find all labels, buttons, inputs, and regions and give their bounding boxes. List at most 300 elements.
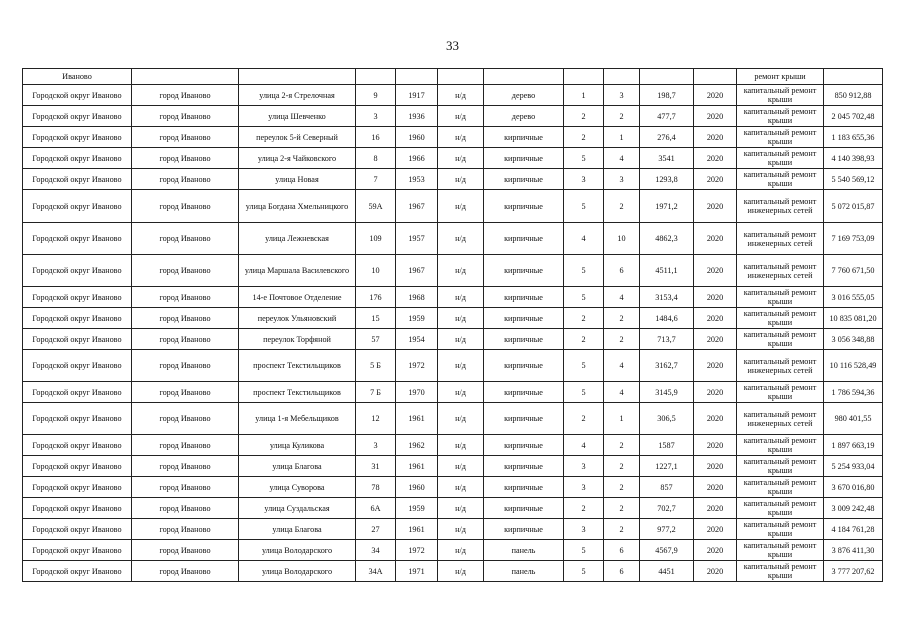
wall-material-cell: кирпичные (484, 435, 564, 456)
settlement-cell: город Иваново (132, 127, 239, 148)
plan-year-cell: 2020 (694, 85, 737, 106)
settlement-cell: город Иваново (132, 477, 239, 498)
street-cell: переулок Торфяной (239, 329, 356, 350)
table-row (23, 190, 883, 223)
settlement-cell: город Иваново (132, 498, 239, 519)
cost-cell: 5 540 569,12 (824, 169, 883, 190)
area-cell: 1484,6 (640, 308, 694, 329)
year-built-cell: 1966 (396, 148, 438, 169)
renovation-year-cell: н/д (438, 477, 484, 498)
table-row (23, 540, 883, 561)
entrances-cell: 2 (604, 190, 640, 223)
cost-cell (824, 69, 883, 85)
cost-cell: 2 045 702,48 (824, 106, 883, 127)
plan-year-cell: 2020 (694, 403, 737, 435)
street-cell: улица Благова (239, 456, 356, 477)
street-cell: улица Новая (239, 169, 356, 190)
area-cell: 306,5 (640, 403, 694, 435)
renovation-year-cell: н/д (438, 85, 484, 106)
work-type-cell: капитальный ремонт крыши (737, 106, 824, 127)
cost-cell: 3 670 016,80 (824, 477, 883, 498)
work-type-cell: капитальный ремонт инженерных сетей (737, 403, 824, 435)
wall-material-cell: кирпичные (484, 169, 564, 190)
renovation-year-cell: н/д (438, 329, 484, 350)
settlement-cell: город Иваново (132, 223, 239, 255)
wall-material-cell: кирпичные (484, 350, 564, 382)
wall-material-cell: кирпичные (484, 287, 564, 308)
street-cell: улица Шевченко (239, 106, 356, 127)
floors-cell: 5 (564, 561, 604, 582)
plan-year-cell: 2020 (694, 456, 737, 477)
table-row (23, 519, 883, 540)
house-number-cell: 176 (356, 287, 396, 308)
municipality-cell: Городской округ Иваново (23, 477, 132, 498)
table-row (23, 127, 883, 148)
entrances-cell: 6 (604, 255, 640, 287)
year-built-cell: 1970 (396, 382, 438, 403)
street-cell: улица Куликова (239, 435, 356, 456)
work-type-cell: капитальный ремонт инженерных сетей (737, 350, 824, 382)
work-type-cell: капитальный ремонт инженерных сетей (737, 223, 824, 255)
entrances-cell: 3 (604, 85, 640, 106)
area-cell: 1227,1 (640, 456, 694, 477)
floors-cell: 5 (564, 540, 604, 561)
entrances-cell: 2 (604, 106, 640, 127)
settlement-cell: город Иваново (132, 456, 239, 477)
area-cell: 857 (640, 477, 694, 498)
table-row (23, 148, 883, 169)
municipality-cell: Городской округ Иваново (23, 540, 132, 561)
area-cell: 4862,3 (640, 223, 694, 255)
year-built-cell: 1917 (396, 85, 438, 106)
municipality-cell: Городской округ Иваново (23, 223, 132, 255)
wall-material-cell: дерево (484, 85, 564, 106)
settlement-cell: город Иваново (132, 435, 239, 456)
renovation-year-cell: н/д (438, 255, 484, 287)
floors-cell: 2 (564, 127, 604, 148)
municipality-cell: Городской округ Иваново (23, 519, 132, 540)
street-cell: улица Благова (239, 519, 356, 540)
settlement-cell: город Иваново (132, 287, 239, 308)
table-row (23, 69, 883, 85)
settlement-cell: город Иваново (132, 255, 239, 287)
house-number-cell: 109 (356, 223, 396, 255)
table-row (23, 382, 883, 403)
table-row (23, 106, 883, 127)
renovation-year-cell: н/д (438, 382, 484, 403)
floors-cell (564, 69, 604, 85)
municipality-cell: Городской округ Иваново (23, 308, 132, 329)
street-cell: переулок Ульяновский (239, 308, 356, 329)
cost-cell: 980 401,55 (824, 403, 883, 435)
wall-material-cell: кирпичные (484, 127, 564, 148)
renovation-year-cell (438, 69, 484, 85)
renovation-year-cell: н/д (438, 106, 484, 127)
floors-cell: 5 (564, 350, 604, 382)
area-cell: 276,4 (640, 127, 694, 148)
street-cell: улица Лежневская (239, 223, 356, 255)
renovation-year-cell: н/д (438, 456, 484, 477)
work-type-cell: капитальный ремонт крыши (737, 287, 824, 308)
floors-cell: 2 (564, 403, 604, 435)
street-cell: улица Богдана Хмельницкого (239, 190, 356, 223)
table-row (23, 223, 883, 255)
work-type-cell: капитальный ремонт крыши (737, 435, 824, 456)
area-cell: 1971,2 (640, 190, 694, 223)
work-type-cell: капитальный ремонт инженерных сетей (737, 255, 824, 287)
street-cell: проспект Текстильщиков (239, 350, 356, 382)
work-type-cell: капитальный ремонт инженерных сетей (737, 190, 824, 223)
wall-material-cell: панель (484, 561, 564, 582)
work-type-cell: капитальный ремонт крыши (737, 329, 824, 350)
house-number-cell: 34 (356, 540, 396, 561)
plan-year-cell: 2020 (694, 477, 737, 498)
work-type-cell: капитальный ремонт крыши (737, 456, 824, 477)
settlement-cell: город Иваново (132, 350, 239, 382)
renovation-year-cell: н/д (438, 169, 484, 190)
plan-year-cell: 2020 (694, 287, 737, 308)
floors-cell: 1 (564, 85, 604, 106)
house-number-cell: 5 Б (356, 350, 396, 382)
work-type-cell: капитальный ремонт крыши (737, 85, 824, 106)
settlement-cell: город Иваново (132, 148, 239, 169)
house-number-cell: 3 (356, 435, 396, 456)
cost-cell: 1 183 655,36 (824, 127, 883, 148)
area-cell: 713,7 (640, 329, 694, 350)
area-cell: 3145,9 (640, 382, 694, 403)
year-built-cell: 1972 (396, 540, 438, 561)
settlement-cell: город Иваново (132, 540, 239, 561)
cost-cell: 1 786 594,36 (824, 382, 883, 403)
municipality-cell: Городской округ Иваново (23, 106, 132, 127)
wall-material-cell: кирпичные (484, 477, 564, 498)
floors-cell: 2 (564, 308, 604, 329)
year-built-cell: 1971 (396, 561, 438, 582)
entrances-cell: 10 (604, 223, 640, 255)
year-built-cell: 1959 (396, 308, 438, 329)
house-number-cell: 15 (356, 308, 396, 329)
house-number-cell: 9 (356, 85, 396, 106)
entrances-cell: 6 (604, 540, 640, 561)
work-type-cell: капитальный ремонт крыши (737, 148, 824, 169)
renovation-year-cell: н/д (438, 561, 484, 582)
floors-cell: 3 (564, 519, 604, 540)
cost-cell: 5 072 015,87 (824, 190, 883, 223)
plan-year-cell: 2020 (694, 106, 737, 127)
municipality-cell: Городской округ Иваново (23, 561, 132, 582)
municipality-cell: Городской округ Иваново (23, 127, 132, 148)
area-cell: 977,2 (640, 519, 694, 540)
settlement-cell: город Иваново (132, 329, 239, 350)
plan-year-cell (694, 69, 737, 85)
cost-cell: 3 016 555,05 (824, 287, 883, 308)
entrances-cell: 3 (604, 169, 640, 190)
house-number-cell: 6А (356, 498, 396, 519)
year-built-cell: 1961 (396, 456, 438, 477)
cost-cell: 4 184 761,28 (824, 519, 883, 540)
area-cell: 4567,9 (640, 540, 694, 561)
year-built-cell: 1968 (396, 287, 438, 308)
plan-year-cell: 2020 (694, 255, 737, 287)
entrances-cell: 2 (604, 498, 640, 519)
year-built-cell: 1967 (396, 190, 438, 223)
street-cell: улица Маршала Василевского (239, 255, 356, 287)
year-built-cell: 1936 (396, 106, 438, 127)
table-row (23, 169, 883, 190)
municipality-cell: Городской округ Иваново (23, 190, 132, 223)
work-type-cell: капитальный ремонт крыши (737, 169, 824, 190)
wall-material-cell: кирпичные (484, 456, 564, 477)
year-built-cell: 1961 (396, 519, 438, 540)
table-row (23, 403, 883, 435)
municipality-cell: Городской округ Иваново (23, 169, 132, 190)
wall-material-cell: кирпичные (484, 190, 564, 223)
settlement-cell: город Иваново (132, 85, 239, 106)
year-built-cell: 1967 (396, 255, 438, 287)
municipality-cell: Городской округ Иваново (23, 403, 132, 435)
house-number-cell: 12 (356, 403, 396, 435)
cost-cell: 7 169 753,09 (824, 223, 883, 255)
work-type-cell: капитальный ремонт крыши (737, 498, 824, 519)
renovation-year-cell: н/д (438, 350, 484, 382)
renovation-year-cell: н/д (438, 403, 484, 435)
renovation-year-cell: н/д (438, 127, 484, 148)
floors-cell: 5 (564, 382, 604, 403)
floors-cell: 5 (564, 190, 604, 223)
municipality-cell: Городской округ Иваново (23, 255, 132, 287)
cost-cell: 3 056 348,88 (824, 329, 883, 350)
work-type-cell: ремонт крыши (737, 69, 824, 85)
street-cell: улица Суворова (239, 477, 356, 498)
wall-material-cell: кирпичные (484, 255, 564, 287)
street-cell: улица Володарского (239, 561, 356, 582)
page-number: 33 (446, 38, 459, 53)
street-cell: улица Володарского (239, 540, 356, 561)
floors-cell: 5 (564, 255, 604, 287)
year-built-cell: 1962 (396, 435, 438, 456)
municipality-cell: Городской округ Иваново (23, 498, 132, 519)
cost-cell: 10 116 528,49 (824, 350, 883, 382)
year-built-cell: 1953 (396, 169, 438, 190)
year-built-cell (396, 69, 438, 85)
street-cell: улица 2-я Стрелочная (239, 85, 356, 106)
cost-cell: 10 835 081,20 (824, 308, 883, 329)
street-cell: улица Суздальская (239, 498, 356, 519)
plan-year-cell: 2020 (694, 223, 737, 255)
house-number-cell: 7 (356, 169, 396, 190)
work-type-cell: капитальный ремонт крыши (737, 308, 824, 329)
house-number-cell: 16 (356, 127, 396, 148)
house-number-cell: 7 Б (356, 382, 396, 403)
wall-material-cell: кирпичные (484, 308, 564, 329)
plan-year-cell: 2020 (694, 519, 737, 540)
renovation-year-cell: н/д (438, 190, 484, 223)
entrances-cell: 4 (604, 148, 640, 169)
year-built-cell: 1961 (396, 403, 438, 435)
settlement-cell: город Иваново (132, 308, 239, 329)
area-cell: 1587 (640, 435, 694, 456)
plan-year-cell: 2020 (694, 329, 737, 350)
table-row (23, 498, 883, 519)
table-row (23, 255, 883, 287)
house-number-cell: 31 (356, 456, 396, 477)
street-cell: улица 1-я Мебельщиков (239, 403, 356, 435)
house-number-cell: 34А (356, 561, 396, 582)
renovation-year-cell: н/д (438, 435, 484, 456)
floors-cell: 2 (564, 329, 604, 350)
table-row (23, 435, 883, 456)
table-row (23, 350, 883, 382)
wall-material-cell: дерево (484, 106, 564, 127)
street-cell: улица 2-я Чайковского (239, 148, 356, 169)
street-cell: 14-е Почтовое Отделение (239, 287, 356, 308)
cost-cell: 4 140 398,93 (824, 148, 883, 169)
renovation-year-cell: н/д (438, 519, 484, 540)
renovation-year-cell: н/д (438, 287, 484, 308)
renovation-year-cell: н/д (438, 223, 484, 255)
entrances-cell: 6 (604, 561, 640, 582)
area-cell: 3153,4 (640, 287, 694, 308)
table-row (23, 477, 883, 498)
work-type-cell: капитальный ремонт крыши (737, 477, 824, 498)
table-row (23, 329, 883, 350)
plan-year-cell: 2020 (694, 498, 737, 519)
year-built-cell: 1960 (396, 477, 438, 498)
settlement-cell: город Иваново (132, 561, 239, 582)
entrances-cell (604, 69, 640, 85)
year-built-cell: 1960 (396, 127, 438, 148)
repair-table (22, 68, 883, 582)
year-built-cell: 1957 (396, 223, 438, 255)
cost-cell: 7 760 671,50 (824, 255, 883, 287)
wall-material-cell: кирпичные (484, 382, 564, 403)
house-number-cell: 78 (356, 477, 396, 498)
municipality-cell: Городской округ Иваново (23, 287, 132, 308)
wall-material-cell: кирпичные (484, 498, 564, 519)
municipality-cell: Городской округ Иваново (23, 148, 132, 169)
floors-cell: 4 (564, 435, 604, 456)
floors-cell: 2 (564, 498, 604, 519)
municipality-cell: Городской округ Иваново (23, 456, 132, 477)
plan-year-cell: 2020 (694, 540, 737, 561)
municipality-cell: Городской округ Иваново (23, 85, 132, 106)
settlement-cell: город Иваново (132, 190, 239, 223)
cost-cell: 1 897 663,19 (824, 435, 883, 456)
settlement-cell: город Иваново (132, 403, 239, 435)
cost-cell: 850 912,88 (824, 85, 883, 106)
year-built-cell: 1959 (396, 498, 438, 519)
renovation-year-cell: н/д (438, 308, 484, 329)
house-number-cell: 27 (356, 519, 396, 540)
cost-cell: 3 009 242,48 (824, 498, 883, 519)
renovation-year-cell: н/д (438, 498, 484, 519)
table-row (23, 287, 883, 308)
wall-material-cell: кирпичные (484, 329, 564, 350)
table-row (23, 561, 883, 582)
entrances-cell: 2 (604, 308, 640, 329)
settlement-cell: город Иваново (132, 106, 239, 127)
cost-cell: 3 777 207,62 (824, 561, 883, 582)
wall-material-cell (484, 69, 564, 85)
plan-year-cell: 2020 (694, 561, 737, 582)
year-built-cell: 1972 (396, 350, 438, 382)
wall-material-cell: кирпичные (484, 519, 564, 540)
entrances-cell: 2 (604, 329, 640, 350)
plan-year-cell: 2020 (694, 350, 737, 382)
house-number-cell: 3 (356, 106, 396, 127)
plan-year-cell: 2020 (694, 127, 737, 148)
area-cell: 1293,8 (640, 169, 694, 190)
entrances-cell: 4 (604, 382, 640, 403)
house-number-cell: 57 (356, 329, 396, 350)
entrances-cell: 4 (604, 350, 640, 382)
floors-cell: 2 (564, 106, 604, 127)
renovation-year-cell: н/д (438, 148, 484, 169)
entrances-cell: 1 (604, 127, 640, 148)
settlement-cell (132, 69, 239, 85)
work-type-cell: капитальный ремонт крыши (737, 519, 824, 540)
settlement-cell: город Иваново (132, 519, 239, 540)
settlement-cell: город Иваново (132, 382, 239, 403)
table-row (23, 308, 883, 329)
entrances-cell: 2 (604, 435, 640, 456)
year-built-cell: 1954 (396, 329, 438, 350)
floors-cell: 5 (564, 287, 604, 308)
plan-year-cell: 2020 (694, 169, 737, 190)
municipality-cell: Иваново (23, 69, 132, 85)
street-cell: проспект Текстильщиков (239, 382, 356, 403)
wall-material-cell: кирпичные (484, 223, 564, 255)
floors-cell: 3 (564, 169, 604, 190)
wall-material-cell: кирпичные (484, 403, 564, 435)
area-cell: 4451 (640, 561, 694, 582)
area-cell: 3162,7 (640, 350, 694, 382)
settlement-cell: город Иваново (132, 169, 239, 190)
table-body (23, 69, 883, 582)
street-cell: переулок 5-й Северный (239, 127, 356, 148)
area-cell (640, 69, 694, 85)
entrances-cell: 2 (604, 477, 640, 498)
floors-cell: 4 (564, 223, 604, 255)
wall-material-cell: кирпичные (484, 148, 564, 169)
table-row (23, 85, 883, 106)
entrances-cell: 2 (604, 456, 640, 477)
street-cell (239, 69, 356, 85)
floors-cell: 5 (564, 148, 604, 169)
area-cell: 3541 (640, 148, 694, 169)
renovation-year-cell: н/д (438, 540, 484, 561)
entrances-cell: 4 (604, 287, 640, 308)
municipality-cell: Городской округ Иваново (23, 382, 132, 403)
work-type-cell: капитальный ремонт крыши (737, 382, 824, 403)
entrances-cell: 2 (604, 519, 640, 540)
house-number-cell: 10 (356, 255, 396, 287)
municipality-cell: Городской округ Иваново (23, 329, 132, 350)
wall-material-cell: панель (484, 540, 564, 561)
floors-cell: 3 (564, 477, 604, 498)
area-cell: 477,7 (640, 106, 694, 127)
cost-cell: 5 254 933,04 (824, 456, 883, 477)
work-type-cell: капитальный ремонт крыши (737, 540, 824, 561)
area-cell: 702,7 (640, 498, 694, 519)
cost-cell: 3 876 411,30 (824, 540, 883, 561)
municipality-cell: Городской округ Иваново (23, 435, 132, 456)
work-type-cell: капитальный ремонт крыши (737, 127, 824, 148)
plan-year-cell: 2020 (694, 190, 737, 223)
municipality-cell: Городской округ Иваново (23, 350, 132, 382)
table-row (23, 456, 883, 477)
plan-year-cell: 2020 (694, 435, 737, 456)
